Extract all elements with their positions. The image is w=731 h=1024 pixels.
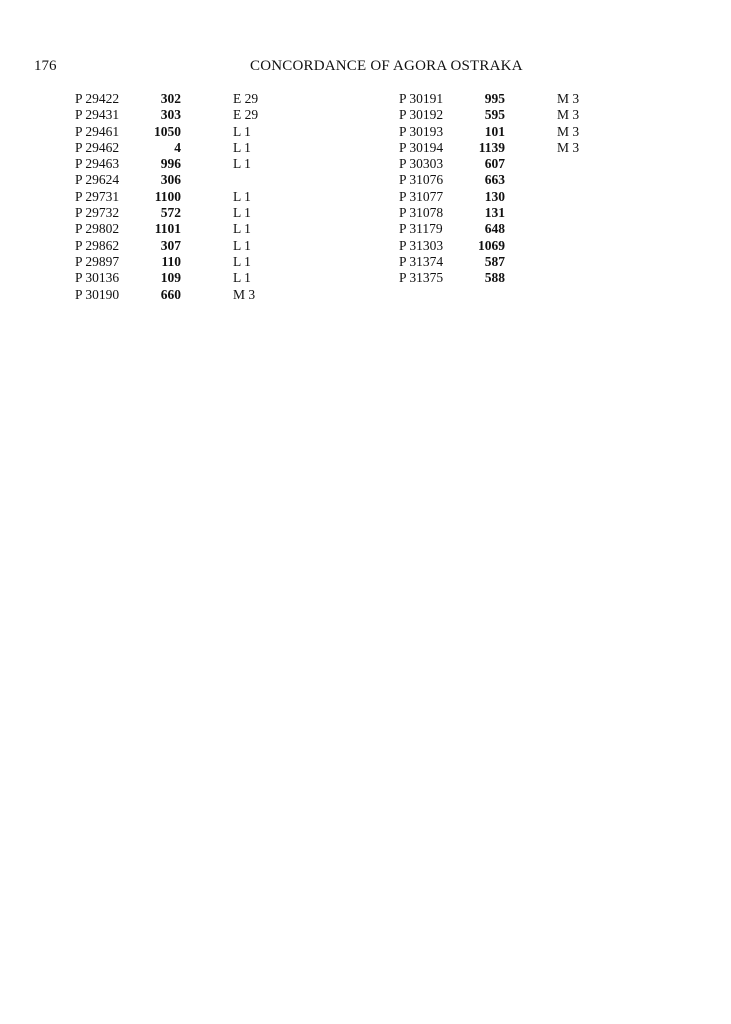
deposit-reference: M 3 xyxy=(557,91,580,106)
deposit-reference: M 3 xyxy=(557,139,580,155)
deposit-reference: L 1 xyxy=(233,139,251,155)
inventory-number: P 30193 xyxy=(399,123,444,139)
catalogue-number: 995 xyxy=(484,91,505,106)
inventory-number: P 29422 xyxy=(75,91,120,106)
inventory-number: P 31374 xyxy=(399,253,444,269)
deposit-reference: M 3 xyxy=(557,123,580,139)
catalogue-number: 660 xyxy=(160,286,181,302)
catalogue-number: 1139 xyxy=(478,139,505,155)
catalogue-number: 587 xyxy=(484,253,505,269)
catalogue-number: 572 xyxy=(160,205,181,221)
catalogue-number: 663 xyxy=(484,172,505,188)
catalogue-number: 595 xyxy=(484,107,505,123)
catalogue-number: 302 xyxy=(160,91,181,106)
catalogue-number: 1100 xyxy=(154,188,181,204)
deposit-reference: L 1 xyxy=(233,123,251,139)
catalogue-number: 996 xyxy=(160,156,181,172)
inventory-number: P 31303 xyxy=(399,237,444,253)
deposit-reference: E 29 xyxy=(233,107,259,123)
inventory-number: P 30136 xyxy=(75,270,120,286)
catalogue-number: 109 xyxy=(160,270,181,286)
deposit-reference: E 29 xyxy=(233,91,259,106)
deposit-reference: M 3 xyxy=(233,286,256,302)
catalogue-number: 307 xyxy=(160,237,181,253)
deposit-reference: L 1 xyxy=(233,237,251,253)
deposit-reference: L 1 xyxy=(233,188,251,204)
inventory-number: P 29802 xyxy=(75,221,120,237)
inventory-number: P 29461 xyxy=(75,123,120,139)
inventory-number: P 29624 xyxy=(75,172,120,188)
deposit-reference: M 3 xyxy=(557,107,580,123)
catalogue-number: 1050 xyxy=(154,123,181,139)
inventory-number: P 30194 xyxy=(399,139,444,155)
catalogue-number: 130 xyxy=(484,188,505,204)
catalogue-number: 303 xyxy=(160,107,181,123)
inventory-number: P 30190 xyxy=(75,286,120,302)
catalogue-number: 4 xyxy=(174,139,181,155)
inventory-number: P 29462 xyxy=(75,139,120,155)
catalogue-number: 588 xyxy=(484,270,505,286)
deposit-reference: L 1 xyxy=(233,253,251,269)
inventory-number: P 30192 xyxy=(399,107,444,123)
catalogue-number: 306 xyxy=(160,172,181,188)
inventory-number: P 29732 xyxy=(75,205,120,221)
inventory-number: P 30191 xyxy=(399,91,444,106)
catalogue-number: 1069 xyxy=(478,237,505,253)
catalogue-number: 607 xyxy=(484,156,505,172)
inventory-number: P 31078 xyxy=(399,205,444,221)
deposit-reference: L 1 xyxy=(233,205,251,221)
page-title: CONCORDANCE OF AGORA OSTRAKA xyxy=(250,58,523,74)
inventory-number: P 31077 xyxy=(399,188,444,204)
catalogue-number: 131 xyxy=(484,205,505,221)
catalogue-number: 1101 xyxy=(154,221,181,237)
inventory-number: P 31375 xyxy=(399,270,444,286)
inventory-number: P 29431 xyxy=(75,107,120,123)
catalogue-number: 101 xyxy=(484,123,505,139)
deposit-reference: L 1 xyxy=(233,156,251,172)
inventory-number: P 29731 xyxy=(75,188,120,204)
deposit-reference: L 1 xyxy=(233,270,251,286)
page-number: 176 xyxy=(34,58,57,74)
inventory-number: P 29897 xyxy=(75,253,120,269)
inventory-number: P 29463 xyxy=(75,156,120,172)
inventory-number: P 31179 xyxy=(399,221,443,237)
inventory-number: P 30303 xyxy=(399,156,444,172)
inventory-number: P 29862 xyxy=(75,237,120,253)
catalogue-number: 648 xyxy=(484,221,505,237)
deposit-reference: L 1 xyxy=(233,221,251,237)
catalogue-number: 110 xyxy=(161,253,181,269)
inventory-number: P 31076 xyxy=(399,172,444,188)
